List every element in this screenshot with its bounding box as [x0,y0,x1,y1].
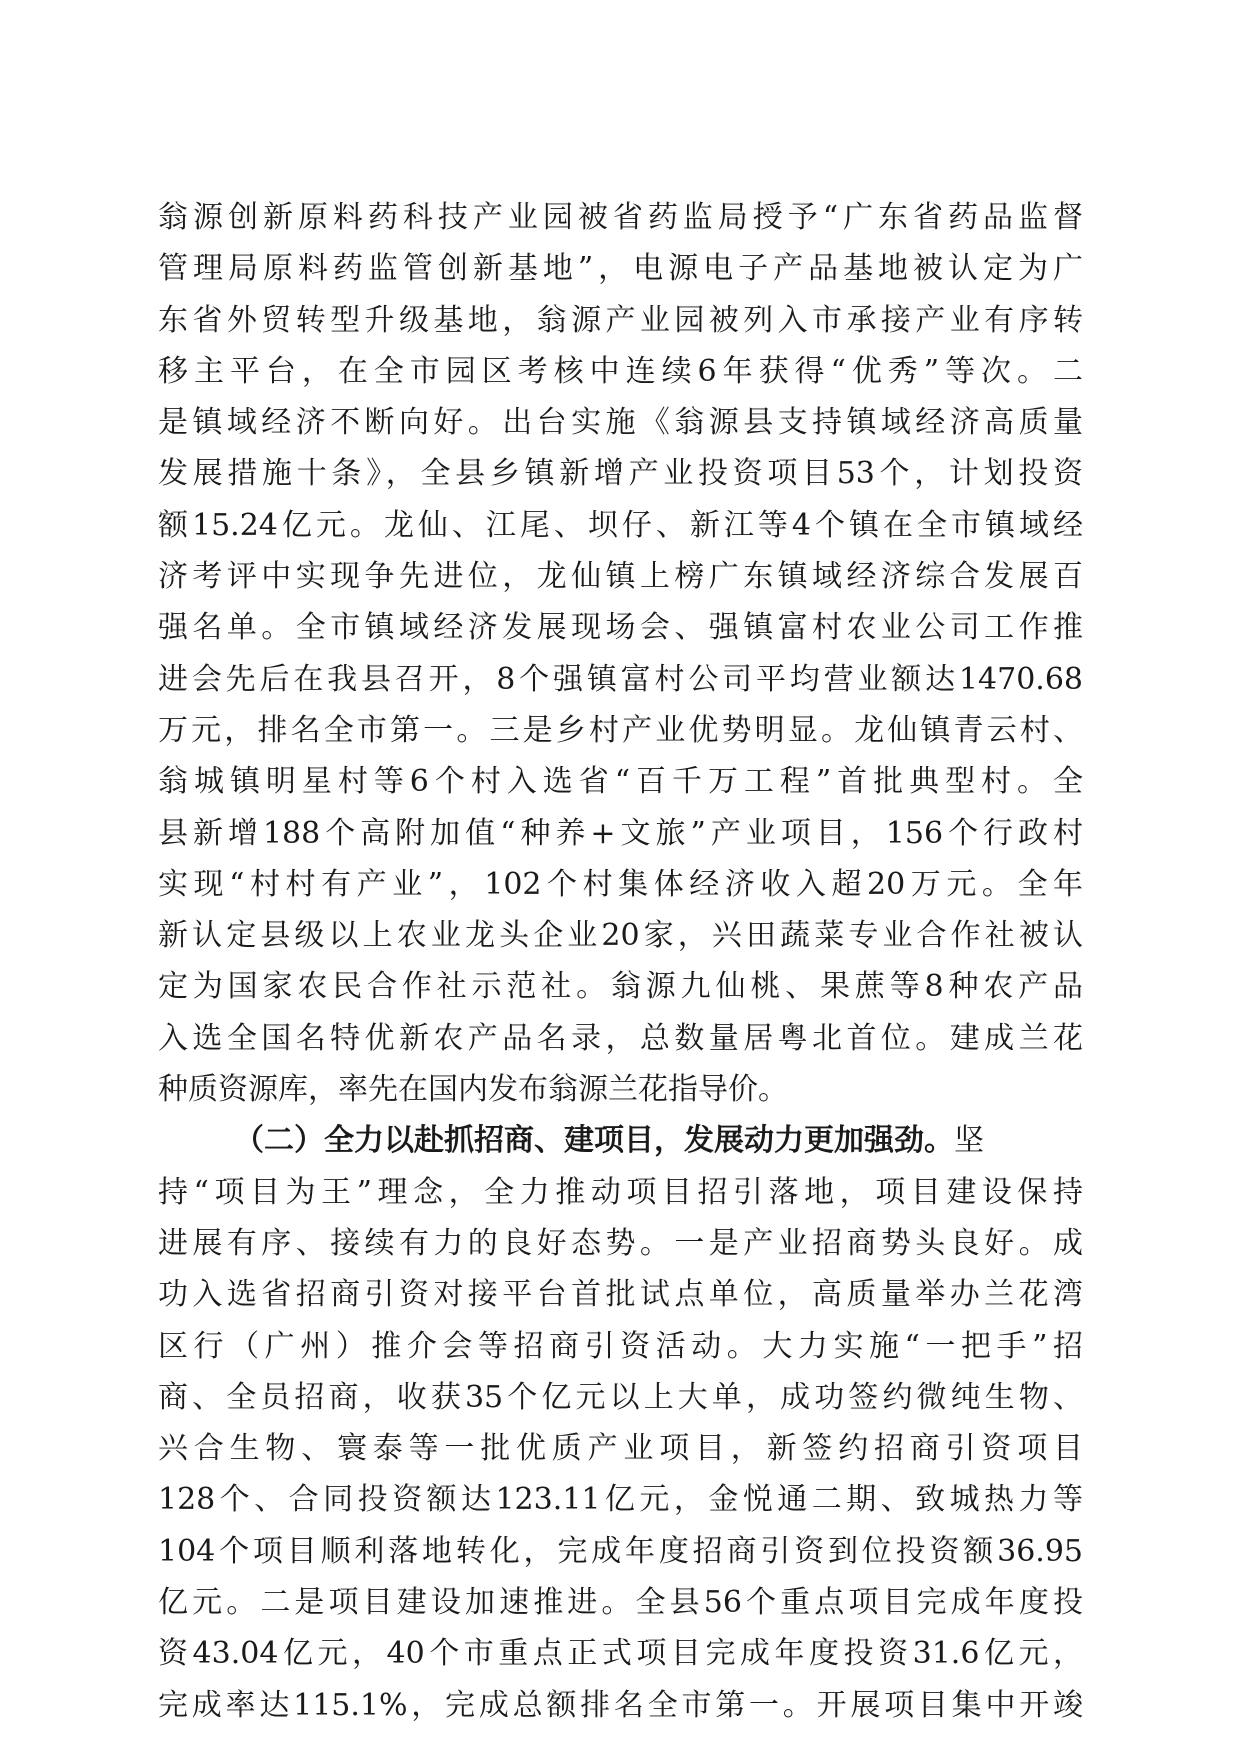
text-line: 兴合生物、寰泰等一批优质产业项目，新签约招商引资项目 [158,1431,1083,1467]
section-heading-tail: 坚 [954,1123,984,1159]
text-line: 功入选省招商引资对接平台首批试点单位，高质量举办兰花湾 [158,1277,1083,1313]
text-line: 商、全员招商，收获35个亿元以上大单，成功签约微纯生物、 [158,1379,1083,1415]
text-line: 翁城镇明星村等6个村入选省“百千万工程”首批典型村。全 [158,764,1083,800]
text-line: 进会先后在我县召开，8个强镇富村公司平均营业额达1470.68 [158,661,1083,697]
text-line: 持“项目为王”理念，全力推动项目招引落地，项目建设保持 [158,1174,1083,1210]
text-line: 亿元。二是项目建设加速推进。全县56个重点项目完成年度投 [158,1585,1083,1621]
body-text [158,192,1083,1731]
text-line: 128个、合同投资额达123.11亿元，金悦通二期、致城热力等 [158,1482,1083,1518]
text-line: 东省外贸转型升级基地，翁源产业园被列入市承接产业有序转 [158,302,1083,338]
text-line: 完成率达115.1%，完成总额排名全市第一。开展项目集中开竣 [158,1687,1083,1723]
text-line: 移主平台，在全市园区考核中连续6年获得“优秀”等次。二 [158,353,1083,389]
text-line: 济考评中实现争先进位，龙仙镇上榜广东镇域经济综合发展百 [158,559,1083,595]
text-line: 新认定县级以上农业龙头企业20家，兴田蔬菜专业合作社被认 [158,918,1083,954]
text-line: 是镇域经济不断向好。出台实施《翁源县支持镇域经济高质量 [158,405,1083,441]
text-line: 定为国家农民合作社示范社。翁源九仙桃、果蔗等8种农产品 [158,969,1083,1005]
text-line: 入选全国名特优新农产品名录，总数量居粤北首位。建成兰花 [158,1020,1083,1056]
text-line: 万元，排名全市第一。三是乡村产业优势明显。龙仙镇青云村、 [158,712,1083,748]
text-line: 强名单。全市镇域经济发展现场会、强镇富村农业公司工作推 [158,610,1083,646]
text-line: 区行（广州）推介会等招商引资活动。大力实施“一把手”招 [158,1328,1083,1364]
text-line: 翁源创新原料药科技产业园被省药监局授予“广东省药品监督 [158,200,1083,235]
text-line: 104个项目顺利落地转化，完成年度招商引资到位投资额36.95 [158,1533,1083,1569]
paragraph-end-line: 种质资源库，率先在国内发布翁源兰花指导价。 [158,1072,788,1108]
text-line: 进展有序、接续有力的良好态势。一是产业招商势头良好。成 [158,1225,1083,1261]
text-line: 资43.04亿元，40个市重点正式项目完成年度投资31.6亿元， [158,1636,1083,1672]
section-heading: （二）全力以赴抓招商、建项目，发展动力更加强劲。 [234,1123,954,1159]
text-line: 县新增188个高附加值“种养+文旅”产业项目，156个行政村 [158,815,1083,851]
section-heading-line [158,1115,1083,1166]
text-line: 额15.24亿元。龙仙、江尾、坝仔、新江等4个镇在全市镇域经 [158,507,1083,543]
text-line: 管理局原料药监管创新基地”，电源电子产品基地被认定为广 [158,251,1083,287]
text-line: 发展措施十条》，全县乡镇新增产业投资项目53个，计划投资 [158,456,1083,492]
text-line: 实现“村村有产业”，102个村集体经济收入超20万元。全年 [158,866,1083,902]
